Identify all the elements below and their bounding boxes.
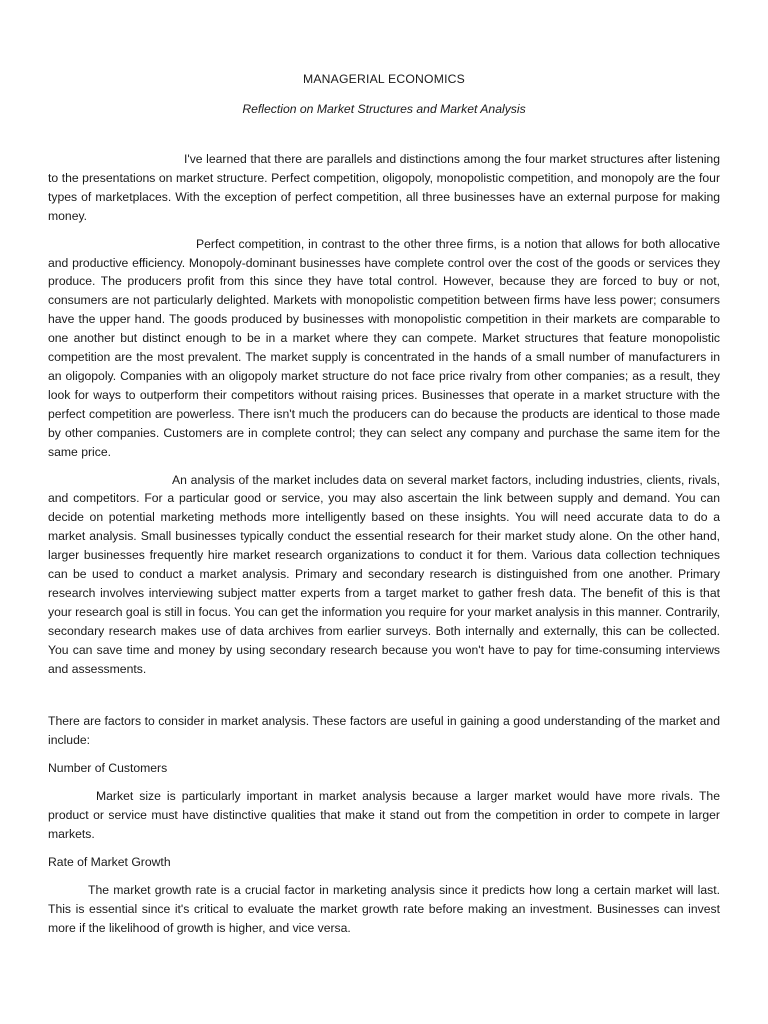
paragraph-number-of-customers: Market size is particularly important in market analysis because a larger market would have more rivals. The product or service must have distinctive qualities that make it stand out from the competition in order to compete in larger markets. xyxy=(48,789,720,841)
document-subtitle: Reflection on Market Structures and Market Analysis xyxy=(242,102,526,116)
heading-number-of-customers: Number of Customers xyxy=(48,761,168,776)
paragraph-factors-intro: There are factors to consider in market analysis. These factors are useful in gaining a good understanding of the market and include: xyxy=(48,714,720,748)
heading-rate-of-market-growth: Rate of Market Growth xyxy=(48,854,171,869)
document-page xyxy=(48,70,720,938)
paragraph-intro: I've learned that there are parallels and distinctions among the four market structures after listening to the presentations on market structure. Perfect competition, oligopoly, monopolistic competition, and monopoly are the four types of marketplaces. With the exception of perfect competition, all three businesses have an external purpose for making money. xyxy=(48,152,720,223)
paragraph-market-structures: Perfect competition, in contrast to the other three firms, is a notion that allows for both allocative and productive efficiency. Monopoly-dominant businesses have complete control over the cost of the goods or services they produce. The producers profit from this since they have total control. However, because they are forced to buy or not, consumers are not particularly delighted. Markets with monopolistic competition between firms have less power; consumers have the upper hand. The goods produced by businesses with monopolistic competition in their markets are comparable to one another but distinct enough to be in a market where they can compete. Market structures that feature monopolistic competition are the most prevalent. The market supply is concentrated in the hands of a small number of manufacturers in an oligopoly. Companies with an oligopoly market structure do not face price rivalry from other companies; as a result, they look for ways to outperform their competitors without raising prices. Businesses that operate in a market structure with the perfect competition are powerless. There isn't much the producers can do because the products are identical to those made by other companies. Customers are in complete control; they can select any company and purchase the same item for the same price. xyxy=(48,236,720,459)
paragraph-rate-of-market-growth: The market growth rate is a crucial factor in marketing analysis since it predicts how long a certain market will last. This is essential since it's critical to evaluate the market growth rate before making an investment. Businesses can invest more if the likelihood of growth is higher, and vice versa. xyxy=(48,882,720,935)
document-title: MANAGERIAL ECONOMICS xyxy=(302,72,465,86)
paragraph-market-analysis: An analysis of the market includes data on several market factors, including industries, clients, rivals, and competitors. For a particular good or service, you may also ascertain the link between supply and demand. You can decide on potential marketing methods more intelligently based on these insights. You will need accurate data to do a market analysis. Small businesses typically conduct the essential research for their market study alone. On the other hand, larger businesses frequently hire market research organizations to conduct it for them. Various data collection techniques can be used to conduct a market analysis. Primary and secondary research is distinguished from one another. Primary research involves interviewing subject matter experts from a target market to gather fresh data. The benefit of this is that your research goal is still in focus. You can get the information you require for your market analysis in this manner. Contrarily, secondary research makes use of data archives from earlier surveys. Both internally and externally, this can be collected. You can save time and money by using secondary research because you won't have to pay for time-consuming interviews and assessments. xyxy=(48,472,720,676)
